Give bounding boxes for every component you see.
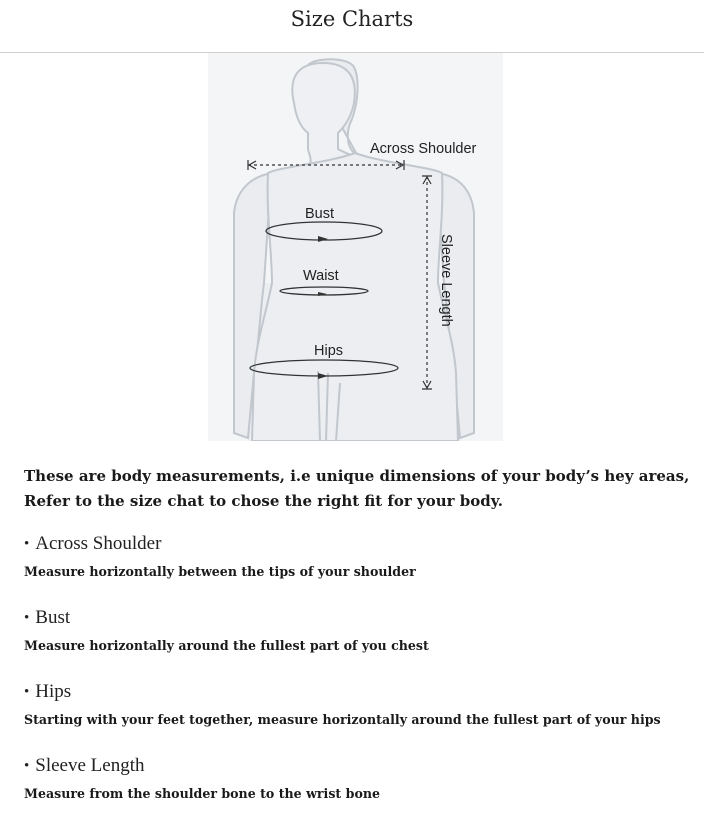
list-item-bust [24, 606, 694, 680]
bullet: • [24, 610, 30, 626]
label-waist: Waist [303, 268, 339, 284]
body-measurement-diagram [208, 53, 503, 441]
item-title: Bust [35, 607, 71, 628]
bullet: • [24, 758, 30, 774]
list-item-sleeve-length [24, 754, 694, 828]
list-item-across-shoulder [24, 532, 694, 606]
intro-line-2: Refer to the size chat to chose the right fit for your body. [24, 492, 503, 510]
label-sleeve-length: Sleeve Length [438, 234, 454, 327]
label-bust: Bust [305, 206, 335, 222]
item-description: Starting with your feet together, measure horizontally around the fullest part of your hips [24, 712, 661, 727]
measurement-list [24, 532, 694, 828]
page-title: Size Charts [290, 7, 414, 31]
page-header [0, 0, 704, 53]
label-hips: Hips [314, 343, 344, 359]
bullet: • [24, 684, 30, 700]
item-title: Hips [35, 681, 72, 702]
item-description: Measure horizontally between the tips of your shoulder [24, 564, 416, 579]
intro-text [24, 464, 694, 514]
item-title: Sleeve Length [35, 755, 145, 776]
item-title: Across Shoulder [35, 533, 162, 554]
bullet: • [24, 536, 30, 552]
intro-line-1: These are body measurements, i.e unique dimensions of your body’s hey areas, [24, 467, 690, 485]
item-description: Measure horizontally around the fullest part of you chest [24, 638, 429, 653]
label-across-shoulder: Across Shoulder [370, 141, 477, 157]
item-description: Measure from the shoulder bone to the wrist bone [24, 786, 381, 801]
list-item-hips [24, 680, 694, 754]
